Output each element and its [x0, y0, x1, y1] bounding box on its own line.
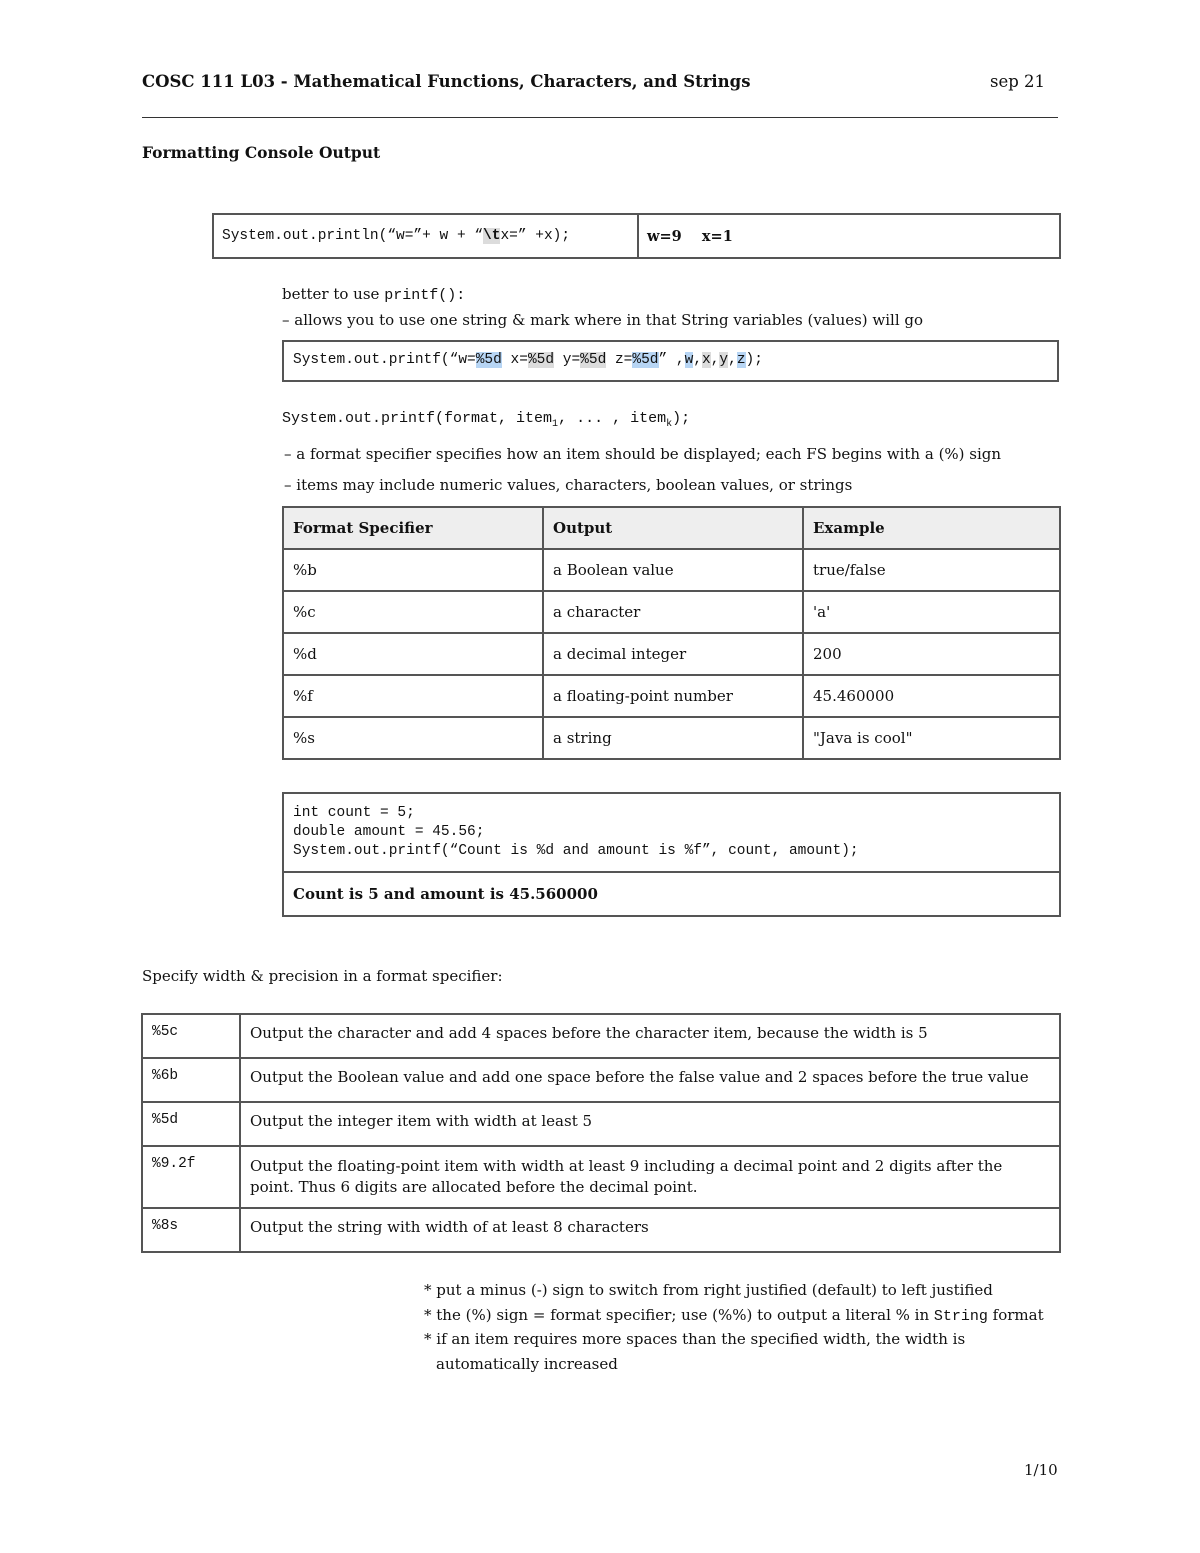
table-row: %c a character 'a': [283, 591, 1060, 633]
count-example-code: int count = 5; double amount = 45.56; System.out.printf(“Count is %d and amount is %f”, count, amount);: [283, 793, 1060, 872]
note-items: – items may include numeric values, characters, boolean values, or strings: [284, 476, 853, 494]
arg-z: z: [736, 352, 746, 368]
document-title: COSC 111 L03 - Mathematical Functions, Characters, and Strings: [142, 72, 751, 91]
format-spec-y: %5d: [580, 352, 607, 368]
arg-y: y: [719, 352, 729, 368]
table-row: %b a Boolean value true/false: [283, 549, 1060, 591]
header-divider: [142, 117, 1058, 118]
table-row: %6b Output the Boolean value and add one space before the false value and 2 spaces before the true value: [142, 1058, 1060, 1102]
header-example: Example: [803, 507, 1060, 549]
format-spec-z: %5d: [632, 352, 659, 368]
printf-syntax: System.out.printf(format, item$_1$, ... , item$_k$);: [282, 410, 691, 430]
note-format-specifier: – a format specifier specifies how an item should be displayed; each FS begins with a (%) sign: [284, 445, 1002, 463]
page-number: 1/10: [1024, 1461, 1058, 1479]
format-spec-x: %5d: [527, 352, 555, 368]
arg-w: w: [684, 352, 694, 368]
arg-x: x: [702, 352, 711, 368]
printf-intro-line1: better to use printf():: [282, 285, 466, 304]
tip-width-increase: * if an item requires more spaces than the specified width, the width is: [424, 1330, 966, 1348]
tab-escape: \t: [483, 228, 501, 244]
table-row: %f a floating-point number 45.460000: [283, 675, 1060, 717]
printf-intro-line2: – allows you to use one string & mark where in that String variables (values) will go: [282, 311, 924, 329]
table-row: %5c Output the character and add 4 spaces before the character item, because the width is 5: [142, 1014, 1060, 1058]
table-row: %d a decimal integer 200: [283, 633, 1060, 675]
tip-minus-sign: * put a minus (-) sign to switch from right justified (default) to left justified: [424, 1281, 993, 1299]
section-title: Formatting Console Output: [142, 143, 381, 162]
tip-percent-sign: * the (%) sign = format specifier; use (%%) to output a literal % in String format: [424, 1306, 1044, 1325]
format-spec-w: %5d: [475, 352, 502, 368]
width-precision-table: [141, 1013, 1061, 1253]
table-row: %8s Output the string with width of at least 8 characters: [142, 1208, 1060, 1252]
count-example-box: [282, 792, 1061, 917]
table-row: %9.2f Output the floating-point item with width at least 9 including a decimal point and 2 digits after the point. Thus 6 digits are allocated before the decimal point.: [142, 1146, 1060, 1208]
printf-example-box: System.out.printf(“w=%5d x=%5d y=%5d z=%5d” ,w,x,y,z);: [282, 340, 1059, 382]
header-output: Output: [543, 507, 803, 549]
table-header-row: [283, 507, 1060, 549]
table-row: %5d Output the integer item with width at least 5: [142, 1102, 1060, 1146]
tip-width-increase-cont: automatically increased: [436, 1355, 618, 1373]
width-section-title: Specify width & precision in a format specifier:: [142, 967, 503, 985]
table-row: %s a string "Java is cool": [283, 717, 1060, 759]
header-format-specifier: Format Specifier: [283, 507, 543, 549]
println-output: w=9 x=1: [638, 214, 1060, 258]
document-date: sep 21: [990, 72, 1046, 91]
println-example-box: [212, 213, 1061, 259]
format-specifier-table: [282, 506, 1061, 760]
count-example-output: Count is 5 and amount is 45.560000: [283, 872, 1060, 916]
println-code: System.out.println(“w=”+ w + “\tx=” +x);: [213, 214, 638, 258]
